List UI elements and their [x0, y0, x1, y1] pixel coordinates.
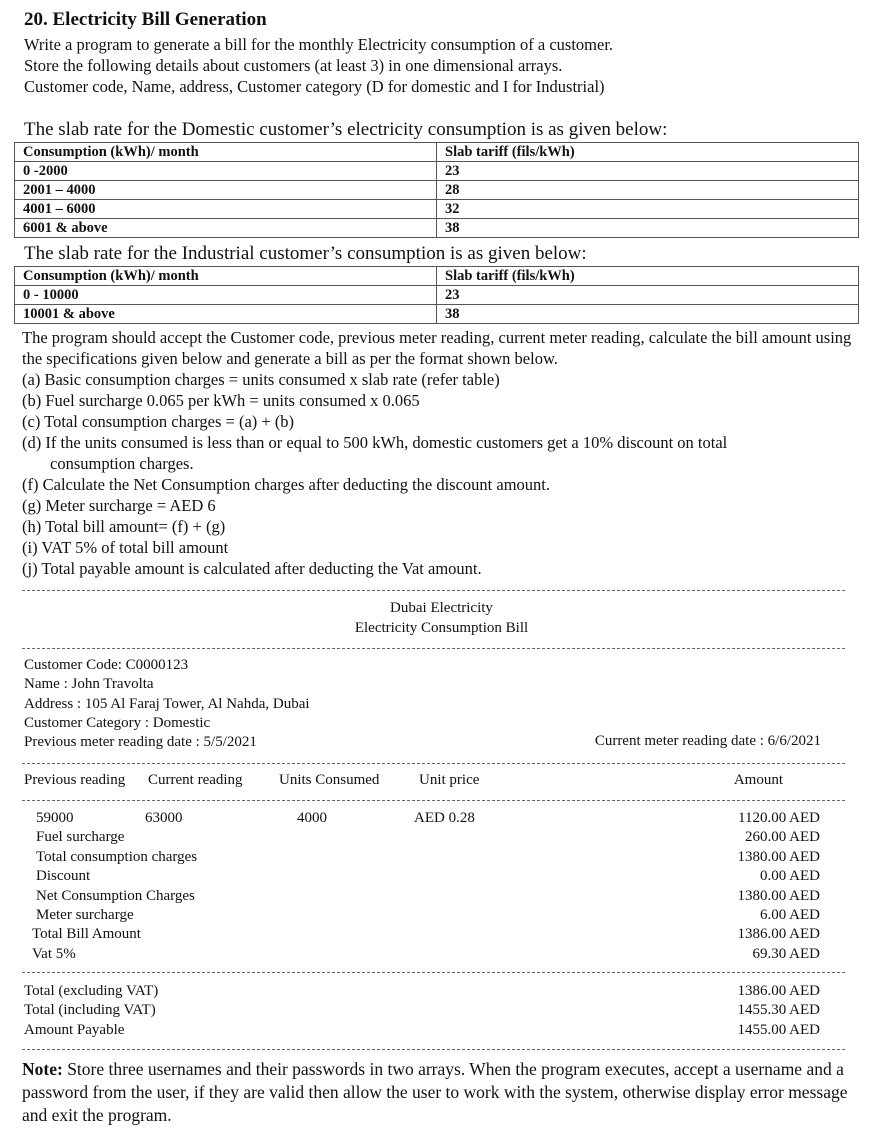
bill-line	[0, 945, 883, 964]
specification	[22, 327, 862, 579]
line-label: Fuel surcharge	[36, 829, 125, 846]
line-amount: 6.00 AED	[760, 906, 820, 923]
divider	[22, 648, 845, 649]
industrial-heading: The slab rate for the Industrial customer’s consumption is as given below:	[24, 243, 587, 264]
line-amount: 69.30 AED	[752, 945, 820, 962]
bill-totals	[0, 982, 883, 1040]
table-header-row	[15, 267, 859, 286]
previous-reading: 59000	[36, 810, 74, 826]
col-amount: Amount	[733, 772, 783, 788]
line-amount: 260.00 AED	[745, 829, 820, 846]
bill-line	[0, 828, 883, 847]
domestic-slab-table	[14, 142, 859, 238]
col-units: Units Consumed	[279, 772, 380, 788]
domestic-heading: The slab rate for the Domestic customer’s electricity consumption is as given below:	[24, 119, 668, 140]
spec-item: (f) Calculate the Net Consumption charges after deducting the discount amount.	[22, 475, 551, 494]
line-label: Total Bill Amount	[32, 926, 141, 943]
cell: 38	[437, 219, 859, 238]
table-row	[15, 181, 859, 200]
cell: 4001 – 6000	[15, 200, 437, 219]
bill-line	[0, 848, 883, 867]
spec-item: (h) Total bill amount= (f) + (g)	[22, 517, 226, 536]
header-cell: Consumption (kWh)/ month	[15, 143, 437, 162]
line-label: Total consumption charges	[36, 848, 198, 865]
customer-category: Customer Category : Domestic	[24, 714, 211, 731]
header-cell: Consumption (kWh)/ month	[15, 267, 437, 286]
total-line	[0, 1021, 883, 1040]
spec-item: (c) Total consumption charges = (a) + (b)	[22, 412, 295, 431]
spec-paragraph: The program should accept the Customer code, previous meter reading, current meter reading, calculate the bill amount using the specifications given below and generate a bill as per the format shown below.	[22, 328, 852, 368]
units-consumed: 4000	[297, 810, 327, 826]
divider	[22, 800, 845, 801]
page-title: 20. Electricity Bill Generation	[24, 9, 267, 30]
divider	[22, 763, 845, 764]
intro	[24, 34, 613, 97]
cell: 23	[437, 286, 859, 305]
line-label: Discount	[36, 868, 91, 885]
total-line	[0, 1001, 883, 1020]
cell: 32	[437, 200, 859, 219]
bill-line	[0, 867, 883, 886]
cell: 28	[437, 181, 859, 200]
note-text: Store three usernames and their passwords in two arrays. When the program executes, accept a username and a password from the user, if they are valid then allow the user to work with the system, otherwise display error message and exit the program.	[22, 1059, 848, 1125]
intro-line: Write a program to generate a bill for the monthly Electricity consumption of a customer.	[24, 35, 614, 54]
total-label: Total (excluding VAT)	[24, 983, 159, 999]
col-price: Unit price	[419, 772, 480, 788]
line-amount: 1380.00 AED	[737, 887, 820, 904]
line-label: Meter surcharge	[36, 906, 134, 923]
spec-item: (i) VAT 5% of total bill amount	[22, 538, 229, 557]
total-amount: 1455.00 AED	[737, 1021, 820, 1038]
table-row	[15, 305, 859, 324]
cell: 10001 & above	[15, 305, 437, 324]
customer-info	[24, 656, 310, 752]
col-previous: Previous reading	[24, 772, 126, 788]
customer-code: Customer Code: C0000123	[24, 657, 189, 673]
table-row	[15, 200, 859, 219]
cell: 38	[437, 305, 859, 324]
divider	[22, 590, 845, 591]
reading-row	[0, 809, 883, 828]
industrial-slab-table	[14, 266, 859, 324]
table-header-row	[15, 143, 859, 162]
divider	[22, 972, 845, 973]
table-row	[15, 162, 859, 181]
line-amount: 1380.00 AED	[737, 848, 820, 865]
spec-item: (g) Meter surcharge = AED 6	[22, 496, 216, 515]
note-label: Note:	[22, 1059, 63, 1079]
bill-lines	[0, 809, 883, 964]
line-label: Vat 5%	[32, 945, 76, 962]
bill-line	[0, 925, 883, 944]
spec-item: consumption charges.	[50, 454, 194, 473]
spec-item: (a) Basic consumption charges = units consumed x slab rate (refer table)	[22, 370, 500, 389]
unit-price: AED 0.28	[414, 810, 475, 826]
customer-address: Address : 105 Al Faraj Tower, Al Nahda, Dubai	[24, 695, 310, 712]
line-label: Net Consumption Charges	[36, 887, 195, 904]
amount: 1120.00 AED	[738, 810, 820, 826]
line-amount: 0.00 AED	[760, 868, 820, 885]
header-cell: Slab tariff (fils/kWh)	[437, 267, 859, 286]
total-label: Total (including VAT)	[24, 1002, 156, 1019]
divider	[22, 1049, 845, 1050]
cell: 2001 – 4000	[15, 181, 437, 200]
note	[22, 1058, 862, 1127]
company-name: Dubai Electricity	[390, 600, 493, 616]
spec-item: (j) Total payable amount is calculated after deducting the Vat amount.	[22, 559, 482, 578]
customer-name: Name : John Travolta	[24, 676, 154, 693]
cell: 0 - 10000	[15, 286, 437, 305]
current-reading-date: Current meter reading date : 6/6/2021	[594, 733, 821, 749]
intro-line: Store the following details about customers (at least 3) in one dimensional arrays.	[24, 56, 563, 75]
table-row	[15, 286, 859, 305]
spec-item: (d) If the units consumed is less than or equal to 500 kWh, domestic customers get a 10% discount on total	[22, 433, 728, 452]
cell: 6001 & above	[15, 219, 437, 238]
total-label: Amount Payable	[24, 1021, 125, 1038]
bill-line	[0, 887, 883, 906]
bill-subtitle: Electricity Consumption Bill	[354, 620, 529, 636]
spec-item: (b) Fuel surcharge 0.065 per kWh = units consumed x 0.065	[22, 391, 420, 410]
current-reading: 63000	[145, 810, 183, 826]
cell: 0 -2000	[15, 162, 437, 181]
bill-header	[0, 598, 883, 638]
intro-line: Customer code, Name, address, Customer category (D for domestic and I for Industrial)	[24, 77, 605, 96]
line-amount: 1386.00 AED	[737, 926, 820, 943]
table-row	[15, 219, 859, 238]
total-amount: 1455.30 AED	[737, 1002, 820, 1019]
total-amount: 1386.00 AED	[737, 983, 820, 999]
cell: 23	[437, 162, 859, 181]
bill-line	[0, 906, 883, 925]
header-cell: Slab tariff (fils/kWh)	[437, 143, 859, 162]
previous-reading-date: Previous meter reading date : 5/5/2021	[24, 734, 257, 751]
total-line	[0, 982, 883, 1001]
col-current: Current reading	[148, 772, 243, 788]
